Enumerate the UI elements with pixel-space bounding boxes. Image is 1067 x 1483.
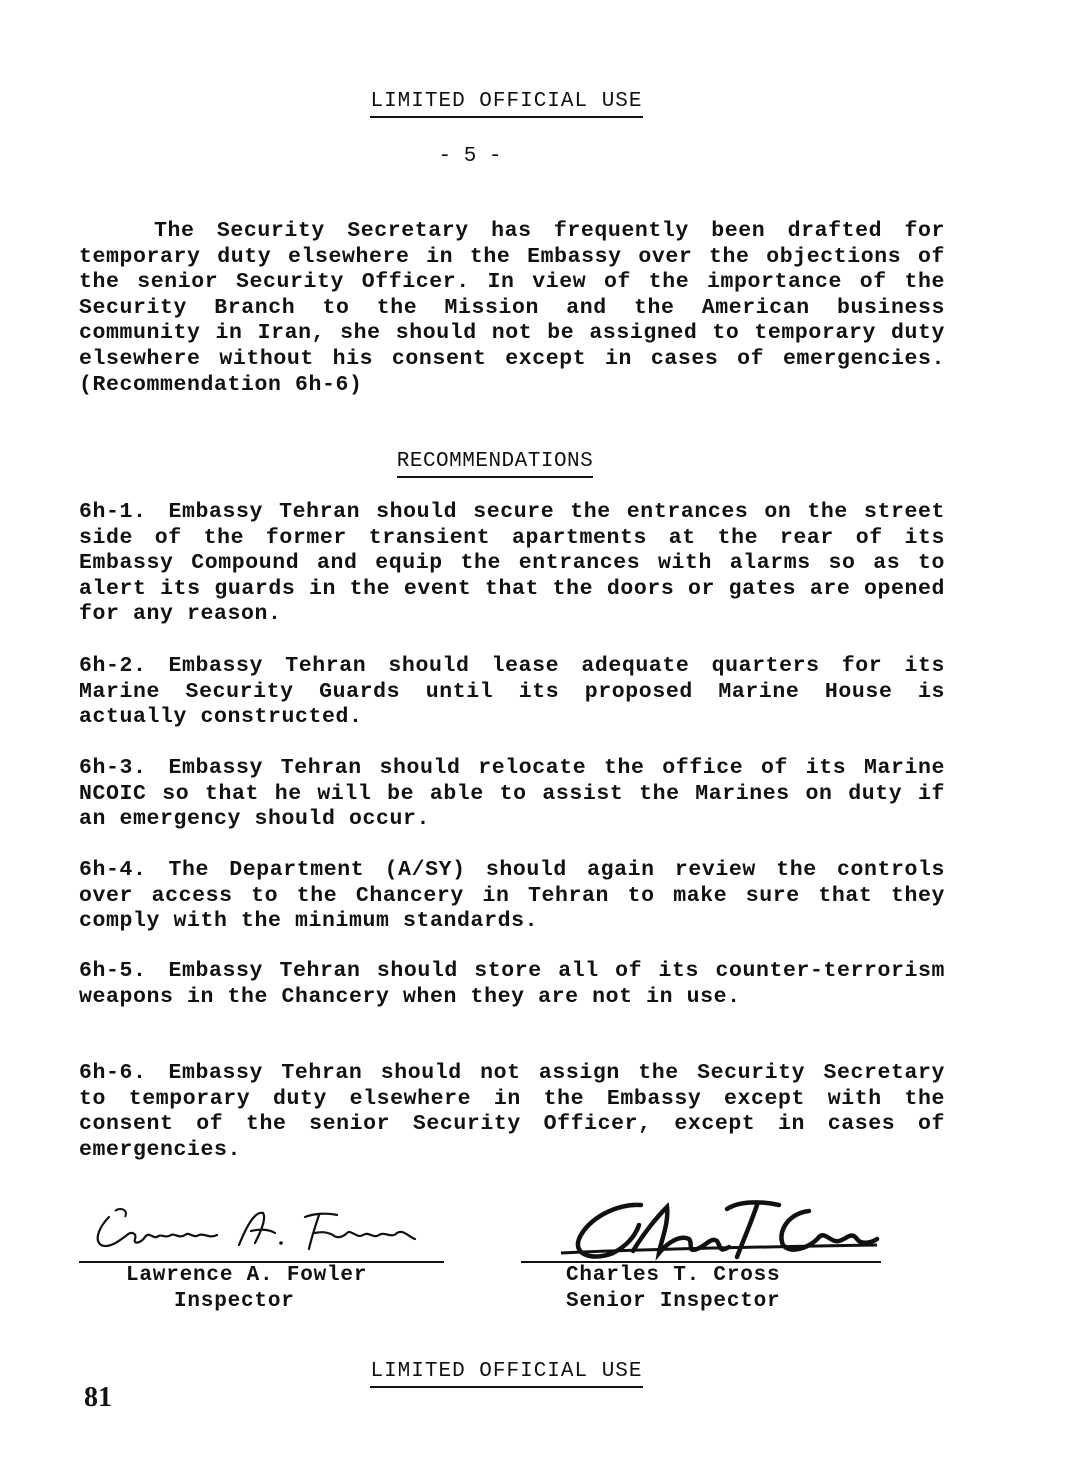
recommendation-label: 6h-5.	[79, 959, 147, 983]
recommendation-text: Embassy Tehran should store all of its counter-terrorism weapons in the Chancery when they are not in use.	[79, 959, 945, 1009]
recommendation-label: 6h-2.	[79, 654, 147, 678]
recommendation-item	[79, 858, 945, 935]
recommendations-heading-text: RECOMMENDATIONS	[397, 450, 594, 478]
recommendation-item	[79, 500, 945, 628]
recommendation-item	[79, 1061, 945, 1163]
recommendation-item	[79, 959, 945, 1010]
signer-name: Charles T. Cross	[566, 1264, 781, 1287]
recommendation-item	[79, 654, 945, 731]
signature-block-cross	[521, 1195, 881, 1315]
signer-name: Lawrence A. Fowler	[126, 1264, 368, 1287]
signature-fowler-handwritten	[79, 1195, 444, 1263]
recommendation-label: 6h-4.	[79, 858, 147, 882]
recommendation-text: Embassy Tehran should lease adequate quarters for its Marine Security Guards until its proposed Marine House is actually constructed.	[79, 654, 945, 730]
recommendation-label: 6h-6.	[79, 1061, 147, 1085]
recommendation-text: Embassy Tehran should secure the entrances on the street side of the former transient apartments at the rear of its Embassy Compound and equip the entrances with alarms so as to alert its guards in the event that the doors or gates are opened for any reason.	[79, 500, 945, 627]
recommendation-label: 6h-1.	[79, 500, 147, 524]
footer-classification	[0, 1360, 1013, 1383]
signer-title: Inspector	[174, 1290, 295, 1313]
header-classification	[0, 90, 1013, 113]
recommendation-item	[79, 756, 945, 833]
recommendation-text: Embassy Tehran should not assign the Security Secretary to temporary duty elsewhere in the Embassy except with the consent of the senior Security Officer, except in cases of emergencies.	[79, 1061, 945, 1162]
recommendation-label: 6h-3.	[79, 756, 147, 780]
footer-classification-text: LIMITED OFFICIAL USE	[370, 1360, 642, 1388]
page-number: - 5 -	[438, 145, 502, 168]
leaf-number: 81	[84, 1382, 112, 1413]
recommendation-text: Embassy Tehran should relocate the office of its Marine NCOIC so that he will be able to assist the Marines on duty if an emergency should occur.	[79, 756, 945, 832]
signer-title: Senior Inspector	[566, 1290, 781, 1313]
intro-paragraph: The Security Secretary has frequently been drafted for temporary duty elsewhere in the Embassy over the objections of the senior Security Officer. In view of the importance of the Security Branch to the Mission and the American business community in Iran, she should not be assigned to temporary duty elsewhere without his consent except in cases of emergencies. (Recommendation 6h-6)	[79, 219, 945, 397]
signature-cross-handwritten	[521, 1195, 881, 1263]
signature-block-fowler	[79, 1195, 444, 1315]
header-classification-text: LIMITED OFFICIAL USE	[370, 90, 642, 118]
recommendations-heading	[0, 450, 990, 473]
recommendation-text: The Department (A/SY) should again review the controls over access to the Chancery in Tehran to make sure that they comply with the minimum standards.	[79, 858, 945, 934]
